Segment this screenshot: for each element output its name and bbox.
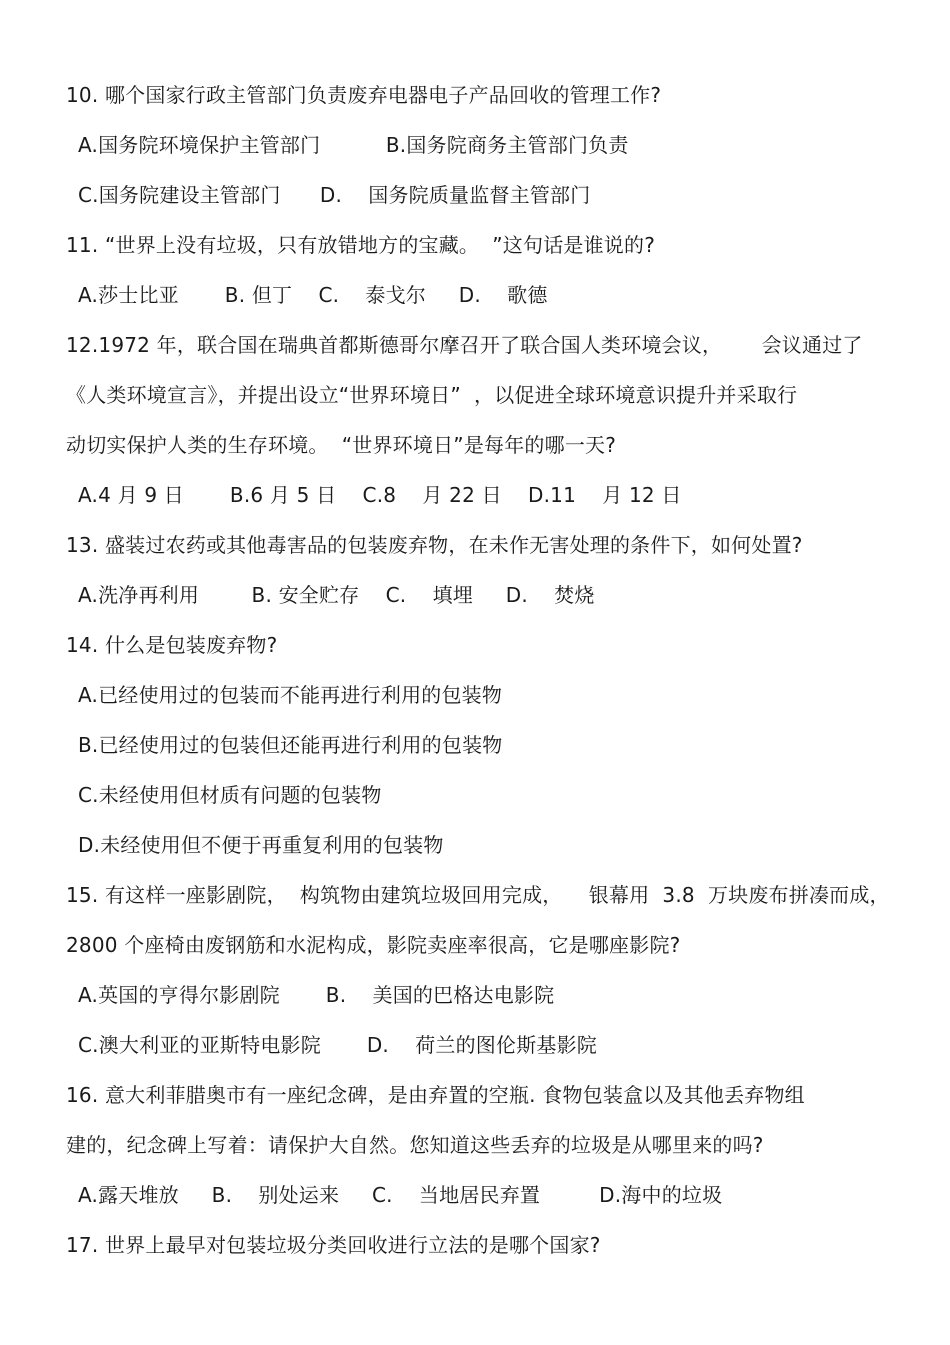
question-15-text-line2: 2800 个座椅由废钢筋和水泥构成，影院卖座率很高，它是哪座影院?: [66, 933, 681, 957]
question-16-options: A.露天堆放 B. 别处运来 C. 当地居民弃置 D.海中的垃圾: [78, 1183, 723, 1207]
question-14-option-c: C.未经使用但材质有问题的包装物: [78, 783, 382, 807]
question-15-text-line1: 15. 有这样一座影剧院， 构筑物由建筑垃圾回用完成， 银幕用 3.8 万块废布拼凑而成，: [66, 883, 890, 907]
question-14-text: 14. 什么是包装废弃物?: [66, 633, 278, 657]
question-12-text-line1: 12.1972 年，联合国在瑞典首都斯德哥尔摩召开了联合国人类环境会议， 会议通过了: [66, 333, 863, 357]
question-11-options: A.莎士比亚 B. 但丁 C. 泰戈尔 D. 歌德: [78, 283, 548, 307]
question-13-options: A.洗净再利用 B. 安全贮存 C. 填埋 D. 焚烧: [78, 583, 595, 607]
question-15-options-cd: C.澳大利亚的亚斯特电影院 D. 荷兰的图伦斯基影院: [78, 1033, 598, 1057]
question-15-options-ab: A.英国的亨得尔影剧院 B. 美国的巴格达电影院: [78, 983, 555, 1007]
question-16-text-line2: 建的，纪念碑上写着：请保护大自然。您知道这些丢弃的垃圾是从哪里来的吗?: [66, 1133, 764, 1157]
question-17-text: 17. 世界上最早对包装垃圾分类回收进行立法的是哪个国家?: [66, 1233, 601, 1257]
question-12-text-line3: 动切实保护人类的生存环境。 “世界环境日”是每年的哪一天?: [66, 433, 617, 457]
question-10-text: 10. 哪个国家行政主管部门负责废弃电器电子产品回收的管理工作?: [66, 83, 662, 107]
question-14-option-d: D.未经使用但不便于再重复利用的包装物: [78, 833, 444, 857]
question-11-text: 11. “世界上没有垃圾，只有放错地方的宝藏。 ”这句话是谁说的?: [66, 233, 656, 257]
question-10-options-ab: A.国务院环境保护主管部门 B.国务院商务主管部门负责: [78, 133, 629, 157]
question-14-option-b: B.已经使用过的包装但还能再进行利用的包装物: [78, 733, 503, 757]
question-16-text-line1: 16. 意大利菲腊奥市有一座纪念碑，是由弃置的空瓶. 食物包装盒以及其他丢弃物组: [66, 1083, 805, 1107]
question-13-text: 13. 盛装过农药或其他毒害品的包装废弃物，在未作无害处理的条件下，如何处置?: [66, 533, 803, 557]
question-12-options: A.4 月 9 日 B.6 月 5 日 C.8 月 22 日 D.11 月 12 日: [78, 483, 682, 507]
question-10-options-cd: C.国务院建设主管部门 D. 国务院质量监督主管部门: [78, 183, 591, 207]
question-12-text-line2: 《人类环境宣言》，并提出设立“世界环境日” ，以促进全球环境意识提升并采取行: [66, 383, 798, 407]
question-14-option-a: A.已经使用过的包装而不能再进行利用的包装物: [78, 683, 503, 707]
